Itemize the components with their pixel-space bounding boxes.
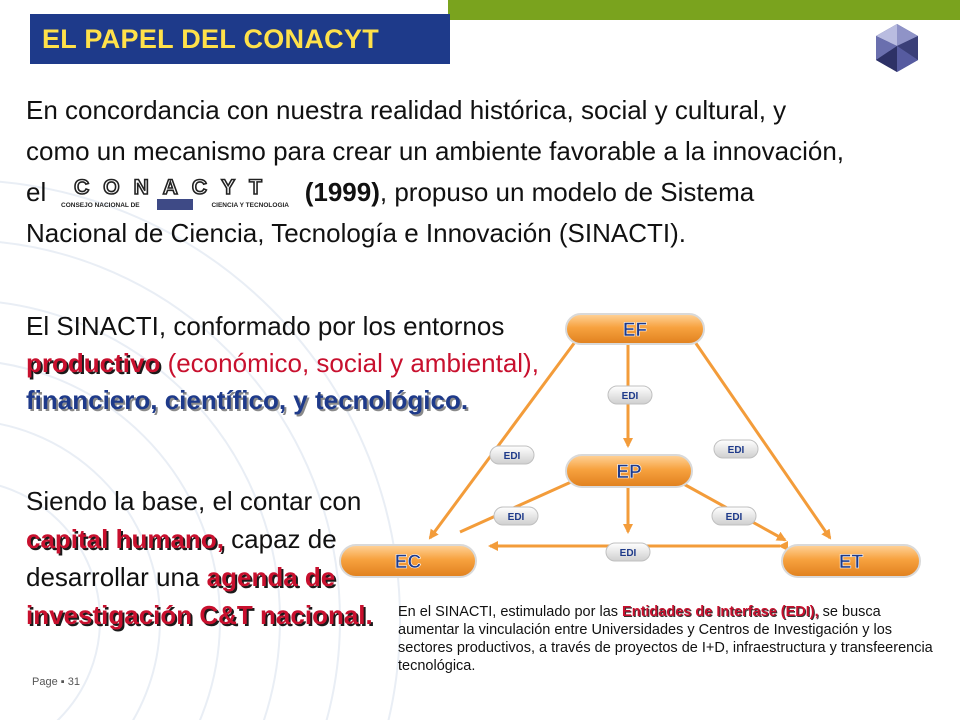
base-text-start: Siendo la base, el contar con — [26, 486, 362, 516]
node-ef-label: EF — [622, 320, 648, 341]
edi-badge-left — [490, 446, 534, 464]
edi-badge-inner-right — [712, 507, 756, 525]
node-ep-label: EP — [616, 462, 642, 483]
conacyt-caption-right: CIENCIA Y TECNOLOGIA — [211, 202, 290, 209]
edi-label-inner-left: EDI — [507, 512, 525, 523]
node-et — [782, 545, 920, 577]
intro-year: (1999) — [304, 177, 380, 207]
agenda-highlight: agenda de investigación C&T nacional. — [26, 562, 373, 630]
note-text-end: se busca aumentar la vinculación entre Universidades y Centros de Investigación y los sectores productivos, a través de proyectos de I+D, infraestructura y transfeerencia tecnológica. — [398, 604, 933, 674]
edi-badge-top — [608, 386, 652, 404]
edi-badge-bottom — [606, 543, 650, 561]
note-text-start: En el SINACTI, estimulado por las — [398, 604, 623, 620]
sinacti-text-start: El SINACTI, conformado por los entornos — [26, 311, 505, 341]
edi-label-top: EDI — [621, 391, 639, 402]
node-et-label: ET — [838, 552, 864, 573]
edi-label-inner-right: EDI — [725, 512, 743, 523]
sinacti-diagram — [330, 300, 950, 600]
conacyt-caption-left: CONSEJO NACIONAL DE — [61, 202, 141, 209]
top-accent-bar — [448, 0, 960, 20]
edi-note — [398, 603, 938, 675]
edi-label-bottom: EDI — [619, 548, 637, 559]
capital-highlight: capital humano, — [26, 524, 224, 554]
page-number: Page ▪ 31 — [32, 676, 80, 688]
node-ef — [566, 314, 704, 344]
edi-badge-inner-left — [494, 507, 538, 525]
intro-paragraph — [26, 90, 856, 254]
edi-badge-right — [714, 440, 758, 458]
financiero-highlight: financiero, científico, y tecnológico. — [26, 385, 469, 415]
edi-label-left: EDI — [503, 451, 521, 462]
note-highlight: Entidades de Interfase (EDI), — [622, 604, 819, 620]
economico-text: (económico, social y ambiental), — [160, 348, 539, 378]
page-title: EL PAPEL DEL CONACYT — [30, 14, 450, 64]
intro-text-end: , propuso un modelo de Sistema Nacional de Ciencia, Tecnología e Innovación (SINACTI). — [26, 177, 755, 248]
gem-logo-icon — [872, 22, 922, 74]
productivo-highlight: productivo — [26, 348, 161, 378]
node-ec — [340, 545, 476, 577]
conacyt-wordmark: CONACYT — [74, 176, 277, 199]
node-ec-label: EC — [394, 552, 422, 573]
conacyt-logo — [57, 175, 293, 211]
edi-label-right: EDI — [727, 445, 745, 456]
base-text-mid: capaz de desarrollar una — [26, 524, 337, 592]
conacyt-emblem-icon — [157, 199, 193, 210]
intro-text-start: En concordancia con nuestra realidad histórica, social y cultural, y como un mecanismo para crear un ambiente favorable a la innovación, el — [26, 95, 845, 207]
node-ep — [566, 455, 692, 487]
